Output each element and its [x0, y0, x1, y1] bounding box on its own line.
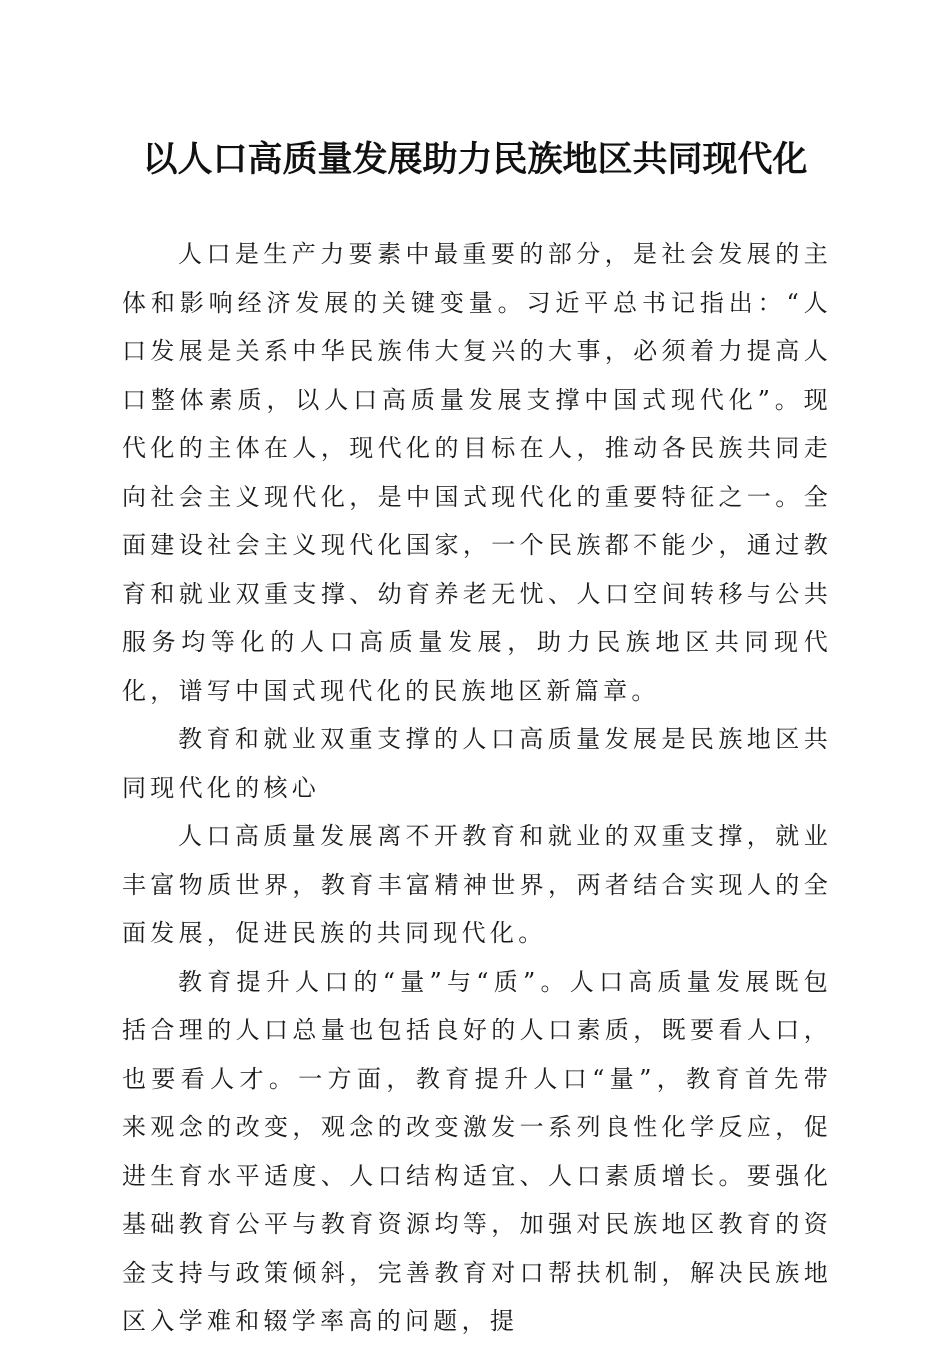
- document-title: 以人口高质量发展助力民族地区共同现代化: [142, 139, 808, 180]
- paragraph-education: 教育提升人口的“量”与“质”。人口高质量发展既包括合理的人口总量也包括良好的人口素质，既要看人口，也要看人才。一方面，教育提升人口“量”，教育首先带来观念的改变，观念的改变激发一系列良性化学反应，促进生育水平适度、人口结构适宜、人口素质增长。要强化基础教育公平与教育资源均等，加强对民族地区教育的资金支持与政策倾斜，完善教育对口帮扶机制，解决民族地区入学难和辍学率高的问题，提: [122, 967, 832, 1335]
- document-body: [122, 230, 832, 1346]
- paragraph-section-heading: 教育和就业双重支撑的人口高质量发展是民族地区共同现代化的核心: [122, 725, 832, 802]
- paragraph-dual-support: 人口高质量发展离不开教育和就业的双重支撑，就业丰富物质世界，教育丰富精神世界，两者结合实现人的全面发展，促进民族的共同现代化。: [122, 822, 832, 947]
- paragraph-intro: 人口是生产力要素中最重要的部分，是社会发展的主体和影响经济发展的关键变量。习近平总书记指出：“人口发展是关系中华民族伟大复兴的大事，必须着力提高人口整体素质，以人口高质量发展支撑中国式现代化”。现代化的主体在人，现代化的目标在人，推动各民族共同走向社会主义现代化，是中国式现代化的重要特征之一。全面建设社会主义现代化国家，一个民族都不能少，通过教育和就业双重支撑、幼育养老无忧、人口空间转移与公共服务均等化的人口高质量发展，助力民族地区共同现代化，谱写中国式现代化的民族地区新篇章。: [122, 240, 832, 705]
